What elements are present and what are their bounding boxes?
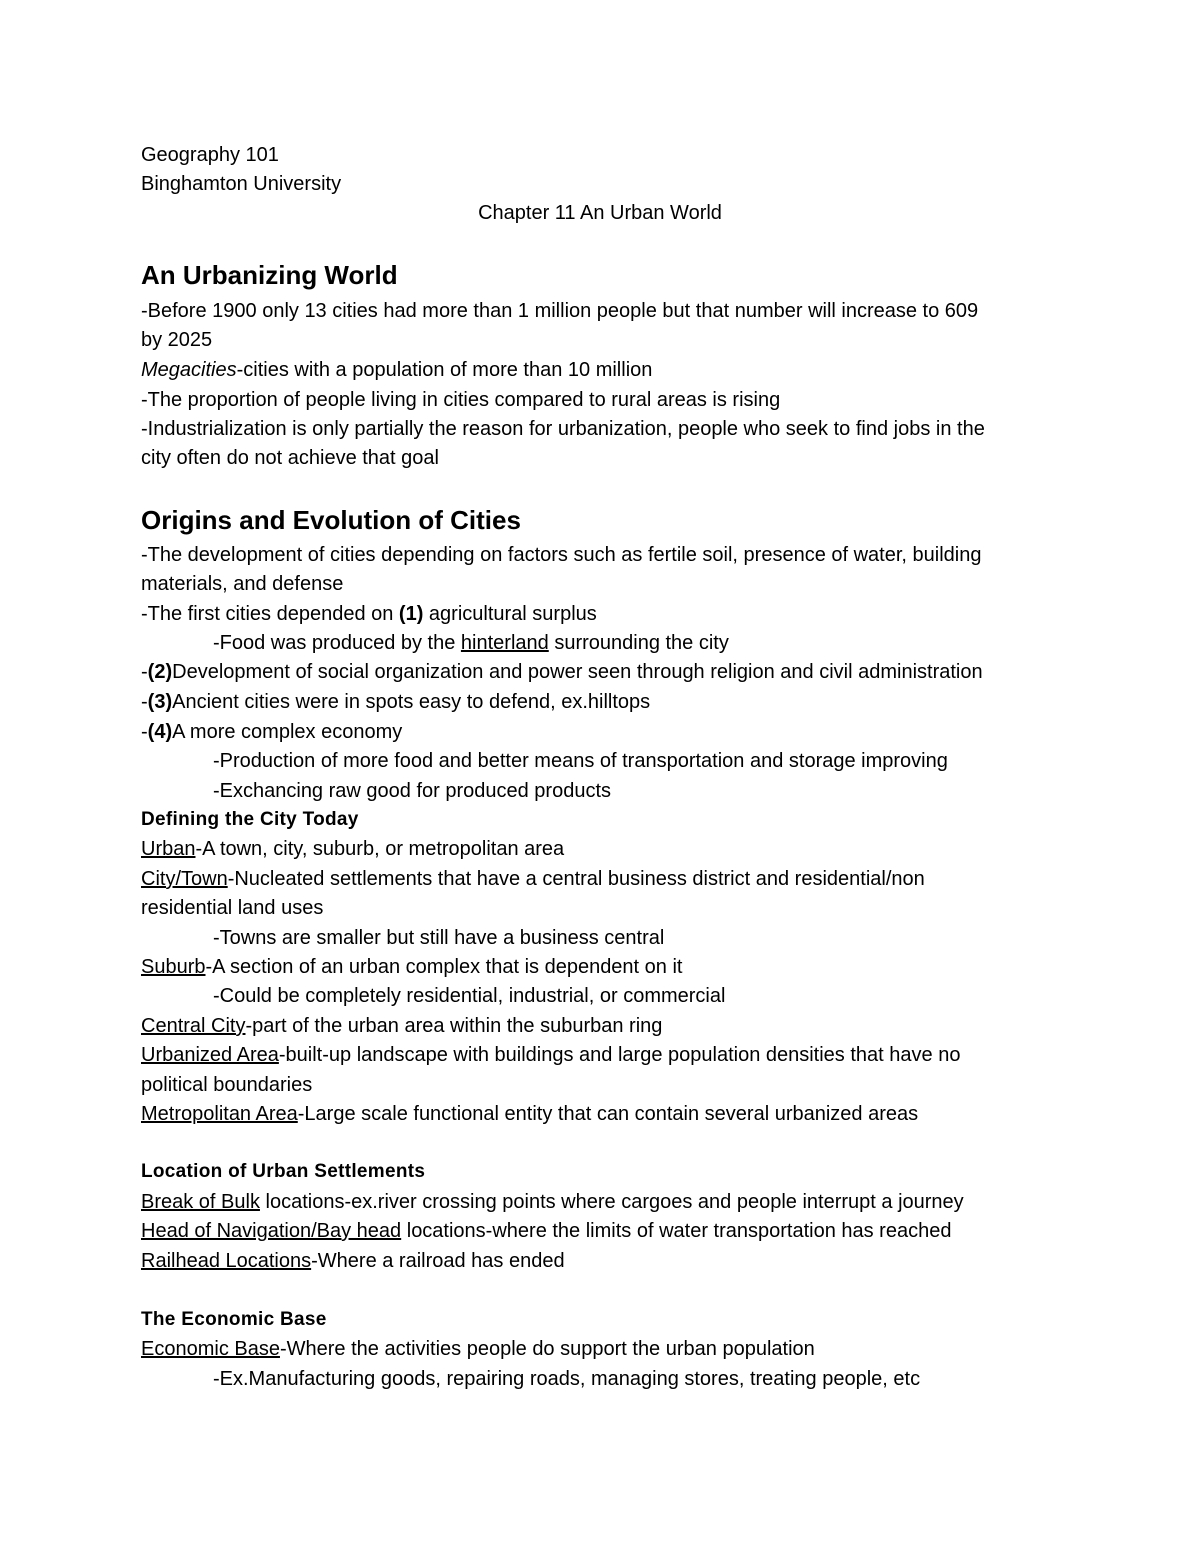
paragraph [141, 690, 650, 714]
definition: -cities with a population of more than 10 million [236, 359, 653, 381]
definition-row [141, 955, 682, 979]
term-urbanized-area: Urbanized Area [141, 1044, 279, 1066]
text: - [141, 691, 148, 713]
paragraph: by 2025 [141, 329, 213, 351]
term-urban: Urban [141, 838, 196, 860]
text: agricultural surplus [423, 603, 597, 625]
text: - [141, 661, 148, 683]
paragraph: political boundaries [141, 1074, 313, 1096]
course-title: Geography 101 [141, 144, 279, 166]
definition: -built-up landscape with buildings and large population densities that have no [278, 1044, 961, 1066]
heading-origins-evolution: Origins and Evolution of Cities [141, 505, 521, 535]
paragraph: -Ex.Manufacturing goods, repairing roads, managing stores, treating people, etc [213, 1368, 921, 1390]
definition: -Where a railroad has ended [311, 1250, 565, 1272]
text: - [141, 721, 148, 743]
heading-urbanizing-world: An Urbanizing World [141, 260, 398, 290]
definition-row [141, 1249, 565, 1273]
chapter-title: Chapter 11 An Urban World [478, 202, 722, 224]
definition: -Large scale functional entity that can contain several urbanized areas [297, 1103, 919, 1125]
text: -The first cities depended on [141, 603, 399, 625]
definition: -Nucleated settlements that have a central business district and residential/non [227, 868, 925, 890]
term-suburb: Suburb [141, 956, 206, 978]
paragraph: residential land uses [141, 897, 324, 919]
definition-row [141, 1337, 815, 1361]
term-head-of-navigation: Head of Navigation/Bay head [141, 1220, 402, 1242]
term-hinterland: hinterland [460, 632, 549, 654]
definition-row [141, 1219, 951, 1243]
definition: locations-where the limits of water transportation has reached [401, 1220, 952, 1242]
definition-row [141, 837, 564, 861]
school-name: Binghamton University [141, 173, 342, 195]
definition: -A town, city, suburb, or metropolitan area [195, 838, 565, 860]
paragraph: -The development of cities depending on factors such as fertile soil, presence of water, building [141, 544, 982, 566]
definition-row [141, 1190, 964, 1214]
paragraph [213, 631, 729, 655]
paragraph [141, 358, 652, 382]
term-break-of-bulk: Break of Bulk [141, 1191, 260, 1213]
term-metropolitan-area: Metropolitan Area [141, 1103, 298, 1125]
term-city-town: City/Town [141, 868, 228, 890]
definition-row [141, 1014, 662, 1038]
list-number: (3) [147, 691, 173, 713]
heading-economic-base: The Economic Base [141, 1309, 327, 1330]
definition: locations-ex.river crossing points where cargoes and people interrupt a journey [259, 1191, 964, 1213]
paragraph [141, 660, 983, 684]
paragraph: -Production of more food and better means of transportation and storage improving [213, 750, 948, 772]
paragraph: -Could be completely residential, industrial, or commercial [213, 985, 726, 1007]
term-megacities: Megacities [141, 359, 237, 381]
list-number: (2) [147, 661, 173, 683]
paragraph: -Before 1900 only 13 cities had more than 1 million people but that number will increase to 609 [141, 300, 979, 322]
definition-row [141, 1102, 918, 1126]
paragraph: -Towns are smaller but still have a business central [213, 927, 665, 949]
text: -Food was produced by the [213, 632, 461, 654]
text: Development of social organization and power seen through religion and civil administration [172, 661, 983, 683]
text: surrounding the city [548, 632, 729, 654]
list-number: (1) [398, 603, 424, 625]
paragraph: -Industrialization is only partially the reason for urbanization, people who seek to find jobs in the [141, 418, 985, 440]
definition-row [141, 1043, 960, 1067]
paragraph: city often do not achieve that goal [141, 447, 439, 469]
term-economic-base: Economic Base [141, 1338, 280, 1360]
text: Ancient cities were in spots easy to defend, ex.hilltops [172, 691, 651, 713]
paragraph: -The proportion of people living in cities compared to rural areas is rising [141, 389, 781, 411]
heading-location-urban-settlements: Location of Urban Settlements [141, 1161, 426, 1182]
paragraph [141, 720, 402, 744]
term-central-city: Central City [141, 1015, 246, 1037]
text: A more complex economy [172, 721, 403, 743]
definition: -part of the urban area within the suburban ring [245, 1015, 663, 1037]
definition: -A section of an urban complex that is dependent on it [205, 956, 683, 978]
term-railhead-locations: Railhead Locations [141, 1250, 312, 1272]
paragraph [141, 602, 597, 626]
heading-defining-city: Defining the City Today [141, 809, 359, 830]
paragraph: materials, and defense [141, 573, 344, 595]
list-number: (4) [147, 721, 173, 743]
paragraph: -Exchancing raw good for produced products [213, 780, 612, 802]
definition-row [141, 867, 925, 891]
definition: -Where the activities people do support the urban population [279, 1338, 815, 1360]
